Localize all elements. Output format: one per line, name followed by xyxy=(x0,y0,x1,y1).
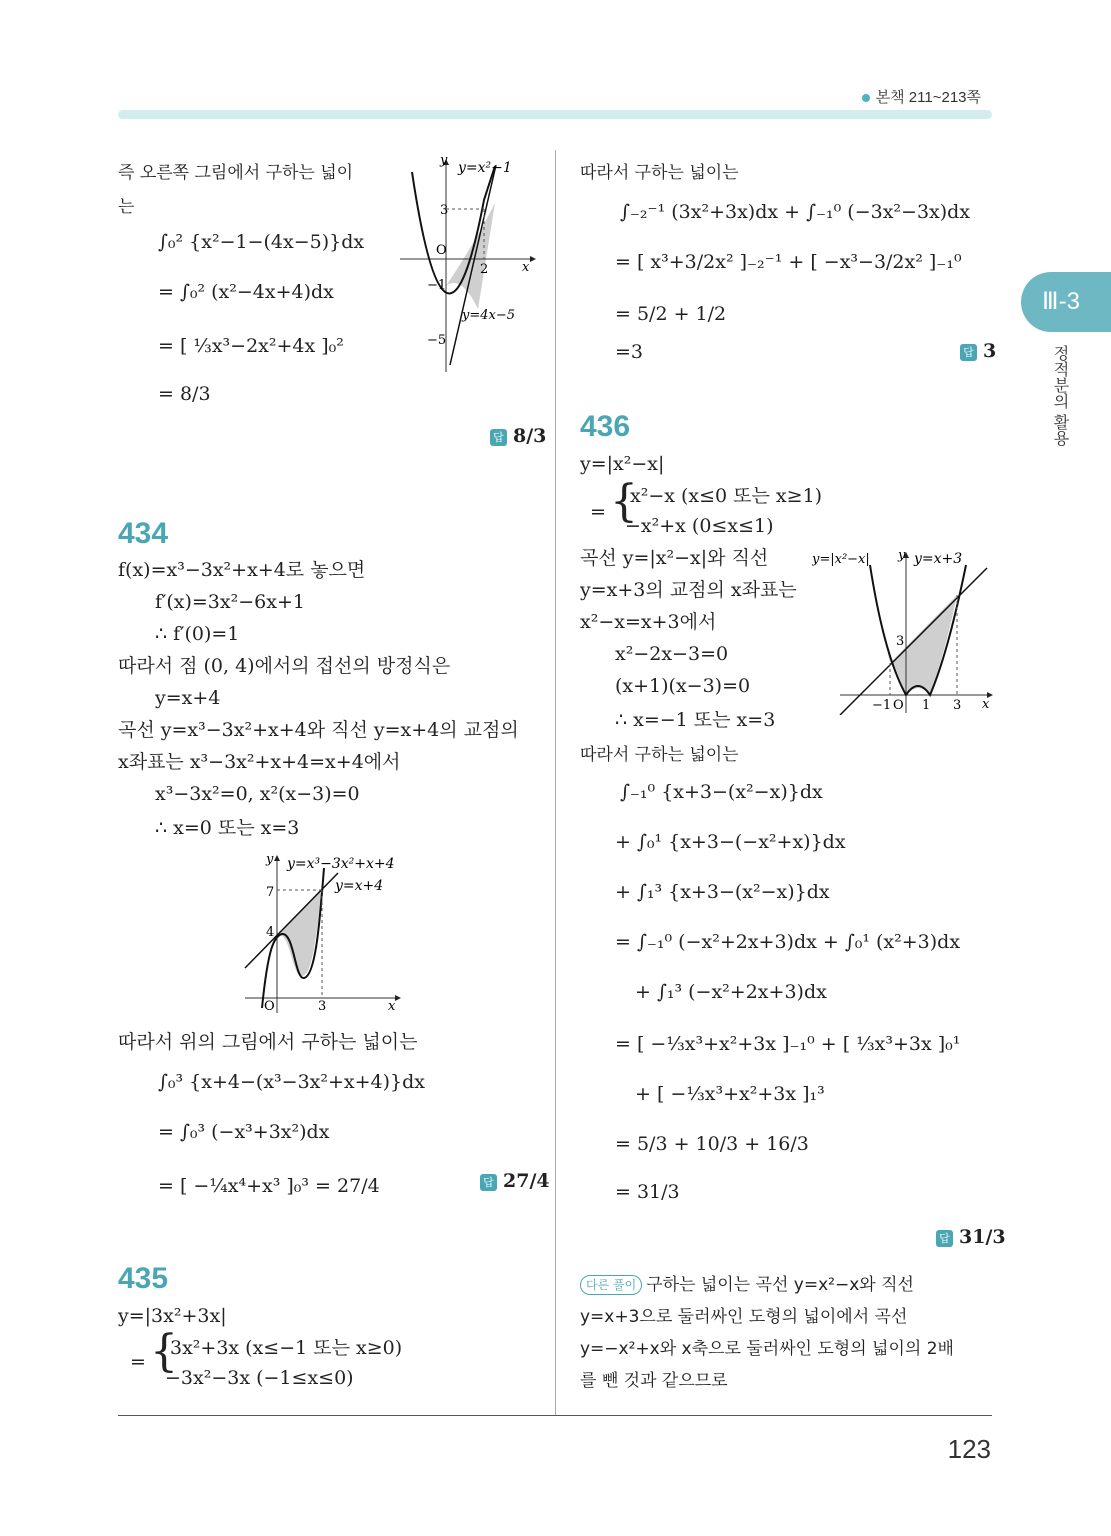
problem-number: 434 xyxy=(118,517,169,550)
curve-label: y=x²−1 xyxy=(458,160,512,176)
p434-graph xyxy=(240,848,410,1018)
page-number: 123 xyxy=(947,1434,991,1464)
p435-answer: 답 3 xyxy=(960,340,996,362)
p435-line: 따라서 구하는 넓이는 xyxy=(580,163,739,183)
p435-equals: = xyxy=(130,1351,146,1373)
column-divider xyxy=(555,150,556,1415)
p436-equals: = xyxy=(590,501,606,523)
p436-case: x²−x (x≤0 또는 x≥1) xyxy=(630,485,823,507)
p435-line: y=|3x²+3x| xyxy=(118,1305,227,1327)
p434-answer: 답 27/4 xyxy=(480,1170,550,1192)
p436-line: 곡선 y=|x²−x|와 직선 xyxy=(580,547,769,569)
p434-line: = [ −¼x⁴+x³ ]₀³ = 27/4 xyxy=(158,1175,380,1197)
line-y-x-plus-3 xyxy=(840,568,987,715)
p436-graph xyxy=(812,545,997,715)
p436-line: ∫₋₁⁰ {x+3−(x²−x)}dx xyxy=(620,781,823,803)
p436-line: + ∫₁³ {x+3−(x²−x)}dx xyxy=(615,881,830,903)
bottom-rule xyxy=(118,1415,992,1416)
p436-line: = ∫₋₁⁰ (−x²+2x+3)dx + ∫₀¹ (x²+3)dx xyxy=(615,931,961,953)
prev-graph xyxy=(400,150,550,375)
answer-tag: 답 xyxy=(490,429,507,446)
problem-number: 435 xyxy=(118,1262,169,1295)
p436-line: + ∫₀¹ {x+3−(−x²+x)}dx xyxy=(615,831,846,853)
line-label: y=4x−5 xyxy=(462,308,516,323)
curve-label: y=|x²−x| xyxy=(812,552,870,567)
p434-line: x³−3x²=0, x²(x−3)=0 xyxy=(155,783,360,805)
problem-number: 436 xyxy=(580,410,631,443)
y-axis-label: y xyxy=(440,153,448,168)
prev-intro: 즉 오른쪽 그림에서 구하는 넓이 xyxy=(118,163,354,183)
p436-answer: 답 31/3 xyxy=(936,1226,1006,1248)
chapter-label: 정적분의 활용 xyxy=(1051,345,1070,447)
p434-line: x좌표는 x³−3x²+x+4=x+4에서 xyxy=(118,751,401,773)
p436-line: = 31/3 xyxy=(615,1181,680,1203)
answer-tag: 답 xyxy=(480,1174,497,1191)
alt-solution-tag: 다른 풀이 xyxy=(580,1275,642,1295)
p436-line: x²−2x−3=0 xyxy=(615,643,729,665)
y-axis-label: y xyxy=(898,548,906,563)
y-tick: 4 xyxy=(266,925,275,940)
p434-line: 따라서 위의 그림에서 구하는 넓이는 xyxy=(118,1031,418,1053)
p435-line: =3 xyxy=(615,341,644,363)
p434-line: ∫₀³ {x+4−(x³−3x²+x+4)}dx xyxy=(158,1071,426,1093)
p436-line: (x+1)(x−3)=0 xyxy=(615,675,751,697)
p436-line: 따라서 구하는 넓이는 xyxy=(580,745,739,765)
p435-line: ∫₋₂⁻¹ (3x²+3x)dx + ∫₋₁⁰ (−3x²−3x)dx xyxy=(620,201,971,223)
p436-line: = [ −⅓x³+x²+3x ]₋₁⁰ + [ ⅓x³+3x ]₀¹ xyxy=(615,1033,961,1055)
y-tick: 7 xyxy=(266,885,275,900)
prev-line: = [ ⅓x³−2x²+4x ]₀² xyxy=(158,335,344,357)
x-tick: −1 xyxy=(872,698,892,713)
p434-line: ∴ x=0 또는 x=3 xyxy=(155,817,300,839)
y-tick: 3 xyxy=(896,634,905,649)
p434-line: ∴ f′(0)=1 xyxy=(155,623,240,645)
y-axis-label: y xyxy=(266,852,274,867)
alt-solution-line: y=−x²+x와 x축으로 둘러싸인 도형의 넓이의 2배 xyxy=(580,1339,954,1359)
y-tick: −5 xyxy=(427,333,447,348)
p435-case: 3x²+3x (x≤−1 또는 x≥0) xyxy=(170,1337,403,1359)
alt-solution-line: y=x+3으로 둘러싸인 도형의 넓이에서 곡선 xyxy=(580,1307,908,1327)
origin-label: O xyxy=(264,999,275,1014)
x-axis-label: x xyxy=(522,260,530,275)
p436-case: −x²+x (0≤x≤1) xyxy=(625,515,774,537)
p436-line: + [ −⅓x³+x²+3x ]₁³ xyxy=(635,1083,825,1105)
brace: { xyxy=(150,1326,178,1377)
p436-line: + ∫₁³ (−x²+2x+3)dx xyxy=(635,981,827,1003)
line-label: y=x+4 xyxy=(335,878,384,894)
p435-case: −3x²−3x (−1≤x≤0) xyxy=(165,1367,354,1389)
x-axis-label: x xyxy=(388,999,396,1014)
answer-tag: 답 xyxy=(960,344,977,361)
shaded-area xyxy=(277,890,322,976)
chapter-tab: Ⅲ-3 xyxy=(1021,272,1111,332)
p434-line: = ∫₀³ (−x³+3x²)dx xyxy=(158,1121,330,1143)
p434-line: y=x+4 xyxy=(155,687,221,709)
x-tick: 2 xyxy=(480,262,489,277)
x-tick: 1 xyxy=(922,698,931,713)
brace: { xyxy=(610,476,638,527)
prev-intro-2: 는 xyxy=(118,197,135,217)
x-axis-label: x xyxy=(982,697,990,712)
tangent-line xyxy=(450,165,496,365)
p436-line: y=|x²−x| xyxy=(580,453,665,475)
p434-line: f(x)=x³−3x²+x+4로 놓으면 xyxy=(118,559,366,581)
prev-line: ∫₀² {x²−1−(4x−5)}dx xyxy=(158,231,365,253)
top-bar xyxy=(118,110,992,119)
curve-label: y=x³−3x²+x+4 xyxy=(287,856,395,872)
alt-solution-line: 다른 풀이 구하는 넓이는 곡선 y=x²−x와 직선 xyxy=(580,1270,914,1295)
p434-line: f′(x)=3x²−6x+1 xyxy=(155,591,305,613)
origin-label: O xyxy=(436,243,447,258)
bullet-dot-icon xyxy=(862,94,870,102)
x-tick: 3 xyxy=(953,698,962,713)
book-reference: 본책 211~213쪽 xyxy=(862,86,981,107)
y-tick: 3 xyxy=(440,203,449,218)
p436-line: ∴ x=−1 또는 x=3 xyxy=(615,709,776,731)
prev-line: = 8/3 xyxy=(158,383,211,405)
alt-solution-line: 를 뺀 것과 같으므로 xyxy=(580,1371,728,1391)
x-tick: 3 xyxy=(318,999,327,1014)
p436-line: x²−x=x+3에서 xyxy=(580,611,717,633)
p435-line: = 5/2 + 1/2 xyxy=(615,303,727,325)
p434-line: 곡선 y=x³−3x²+x+4와 직선 y=x+4의 교점의 xyxy=(118,719,519,741)
origin-label: O xyxy=(893,698,904,713)
y-tick: −1 xyxy=(427,278,447,293)
prev-line: = ∫₀² (x²−4x+4)dx xyxy=(158,281,334,303)
p436-line: = 5/3 + 10/3 + 16/3 xyxy=(615,1133,809,1155)
p434-line: 따라서 점 (0, 4)에서의 접선의 방정식은 xyxy=(118,655,451,677)
p436-line: y=x+3의 교점의 x좌표는 xyxy=(580,579,797,601)
line-label: y=x+3 xyxy=(914,551,963,567)
prev-answer: 답 8/3 xyxy=(490,425,546,447)
p435-line: = [ x³+3/2x² ]₋₂⁻¹ + [ −x³−3/2x² ]₋₁⁰ xyxy=(615,251,962,273)
answer-tag: 답 xyxy=(936,1230,953,1247)
